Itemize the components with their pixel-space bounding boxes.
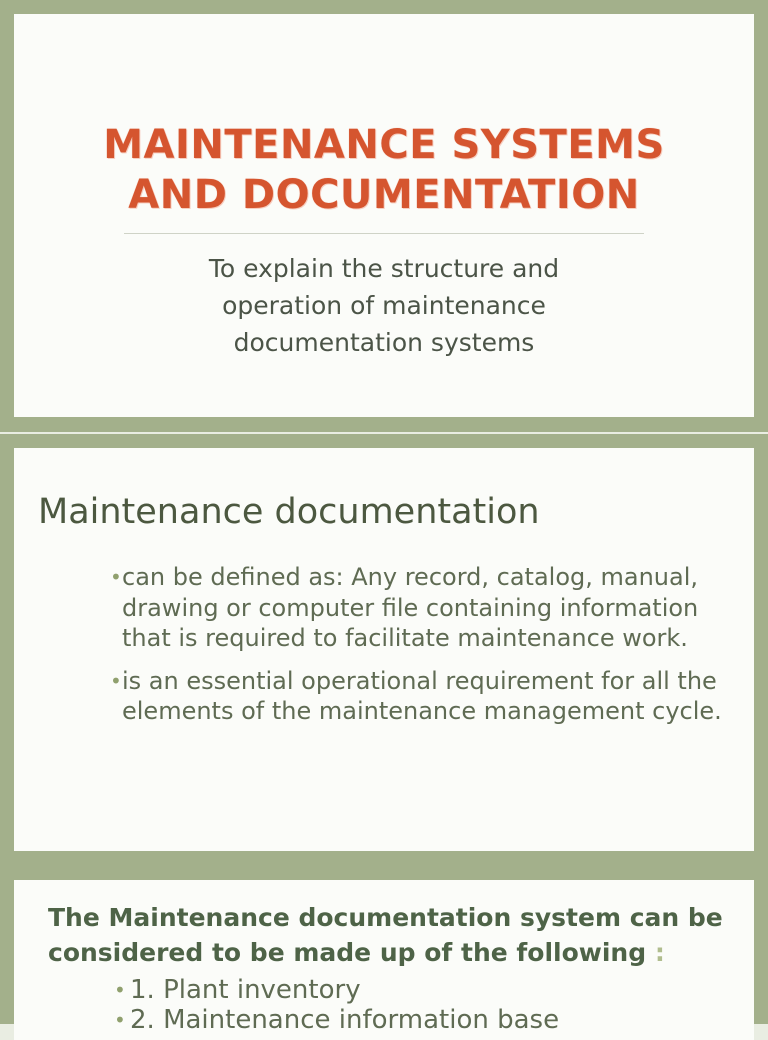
- definition-bullet-1: [110, 562, 735, 654]
- component-text: 2. Maintenance information base: [130, 1005, 560, 1035]
- subtitle-line-2: operation of maintenance: [222, 291, 546, 320]
- slide-title: [14, 120, 754, 220]
- slide-2-heading: Maintenance documentation: [38, 492, 540, 532]
- bullet-icon: •: [110, 565, 122, 589]
- title-divider: [124, 233, 644, 234]
- bullet-icon: •: [114, 978, 126, 1002]
- subtitle-line-3: documentation systems: [233, 328, 535, 357]
- bullet-icon: •: [110, 668, 122, 693]
- slide-1-card: [14, 14, 754, 417]
- slide-3: [0, 866, 768, 1035]
- slide-1: [0, 0, 768, 432]
- system-components-list: [114, 975, 734, 1035]
- slide-subtitle: [14, 250, 754, 361]
- slide-3-heading-text: The Maintenance documentation system can be considered to be made up of the following: [48, 903, 723, 967]
- slide-2: [0, 434, 768, 866]
- component-item-2: [114, 1005, 734, 1035]
- slide-title-line-1: MAINTENANCE SYSTEMS: [103, 122, 665, 168]
- subtitle-line-1: To explain the structure and: [208, 254, 560, 283]
- component-text: 1. Plant inventory: [130, 975, 361, 1005]
- slide-title-line-2: AND DOCUMENTATION: [128, 172, 640, 218]
- heading-colon: :: [646, 938, 665, 967]
- bullet-text: can be defined as: Any record, catalog, manual, drawing or computer file containing information that is required to facilitate maintenance work.: [122, 563, 699, 652]
- slide-2-card: [14, 448, 754, 851]
- definition-bullet-2: [110, 666, 735, 727]
- slide-3-heading: [48, 900, 738, 970]
- bullet-icon: •: [114, 1008, 126, 1032]
- definition-list: [110, 562, 735, 739]
- slide-3-card: [14, 880, 754, 1040]
- bullet-text: is an essential operational requirement for all the elements of the maintenance management cycle.: [122, 666, 722, 725]
- component-item-1: [114, 975, 734, 1005]
